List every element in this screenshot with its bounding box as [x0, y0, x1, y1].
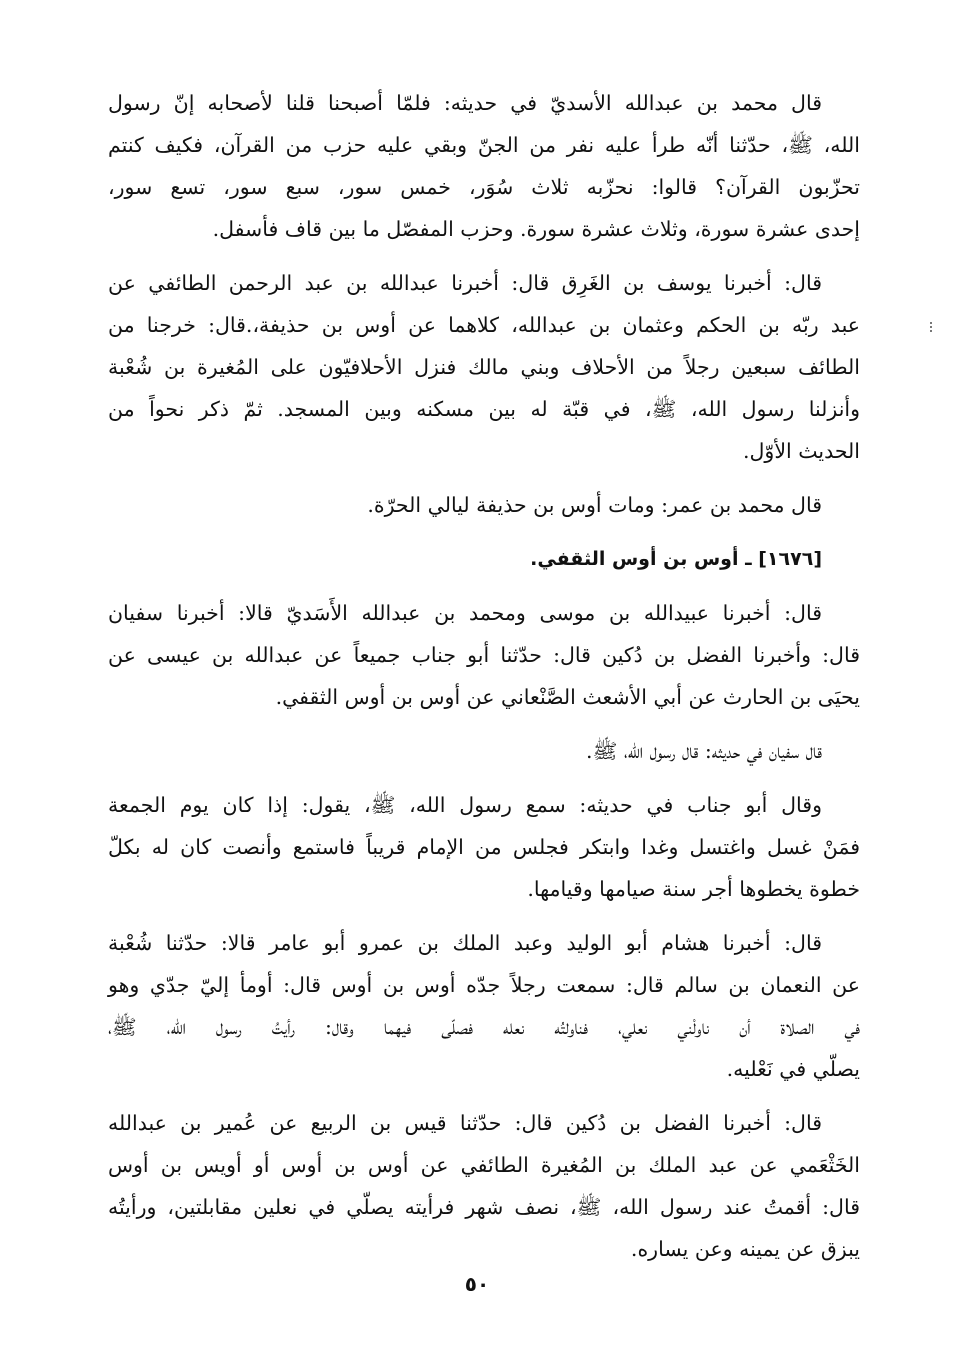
text-line: قال سفيان في حديثه: قال رسول الله، ﷺ.: [586, 739, 822, 763]
text-line: قال: أخبرنا هشام أبو الوليد وعبد الملك بن عمرو أبو عامر قالا: حدّثنا شُعْبة: [108, 931, 822, 955]
text-line: قال: وأخبرنا الفضل بن دُكين قال: حدّثنا أبو جناب جميعاً عن عبدالله بن عيسى عن: [108, 643, 860, 667]
text-line: عبد ربّه بن الحكم وعثمان بن عبدالله، كلاهما عن أوس بن حذيفة،.قال: خرجنا من: [108, 313, 860, 337]
text-line: وقال أبو جناب في حديثه: سمع رسول الله، ﷺ، يقول: إذا كان يوم الجمعة: [108, 793, 822, 817]
page-number: ٥٠: [464, 1272, 490, 1296]
paragraph-2: [108, 262, 860, 472]
text-line: قال: أخبرنا عبيدالله بن موسى ومحمد بن عبدالله الأَسَديّ قالا: أخبرنا سفيان: [108, 601, 822, 625]
text-line: خطوة يخطوها أجر سنة صيامها وقيامها.: [527, 877, 860, 901]
paragraph-4: [108, 592, 860, 718]
paragraph-8: [108, 1102, 860, 1270]
text-line: الله، ﷺ، حدّثنا أنّه طرأ عليه نفر من الجنّ وبقي عليه حزب من القرآن، فكيف كنتم: [108, 133, 860, 157]
text-line: عن النعمان بن سالم قال: سمعت رجلاً جدّه أوس بن أوس قال: أومأ إليّ جدّي وهو: [108, 973, 860, 997]
text-line: قال: أقمتُ عند رسول الله، ﷺ، نصف شهر فرأيته يصلّي في نعلين مقابلتين، ورأيتُه: [108, 1195, 860, 1219]
text-line: الطائف سبعين رجلاً من الأحلاف وبني مالك فنزل الأحلافيّون على المُغيرة بن شُعْبة: [108, 355, 860, 379]
text-line: قال: أخبرنا يوسف بن الغَرِق قال: أخبرنا عبدالله بن عبد الرحمن الطائفي عن: [108, 271, 822, 295]
text-line: فمَنْ غسل واغتسل وغدا وابتكر فجلس من الإمام قريباً فاستمع وأنصت كان له بكلّ: [108, 835, 860, 859]
paragraph-5: [108, 730, 860, 772]
text-line: الحديث الأوّل.: [743, 439, 860, 463]
text-line: وأنزلنا رسول الله، ﷺ، في قبّة له بين مسكنه وبين المسجد. ثمّ ذكر نحواً من: [108, 397, 860, 421]
paragraph-6: [108, 784, 860, 910]
text-line: الخَثْعَمي عن عبد الملك بن المُغيرة الطائفي عن أوس بن أوس أو أويس بن أوس: [108, 1153, 860, 1177]
body-text: [108, 82, 860, 1282]
text-line: يبزق عن يمينه وعن يساره.: [630, 1237, 860, 1261]
margin-mark: [930, 322, 934, 332]
text-line: تحزّبون القرآن؟ قالوا: نحزّبه ثلاث سُوَر، خمس سور، سبع سور، تسع سور،: [108, 175, 860, 199]
text-line: يصلّي في نَعْليه.: [726, 1057, 860, 1081]
text-line: يحيَى بن الحارث عن أبي الأشعث الصَّنْعاني عن أوس بن أوس الثقفي.: [275, 685, 860, 709]
text-line: قال محمد بن عمر: ومات أوس بن حذيفة ليالي الحرّة.: [367, 493, 822, 517]
text-line: قال: أخبرنا الفضل بن دُكين قال: حدّثنا قيس بن الربيع عن عُمير بن عبدالله: [108, 1111, 822, 1135]
text-line: في الصلاة أن ناولْني نعلي، فناولتُه نعله فصلّى فيهما وقال: رأيتُ رسول الله، ﷺ،: [108, 1015, 860, 1039]
text-line: إحدى عشرة سورة، وثلاث عشرة سورة. وحزب المفصّل ما بين قاف فأسفل.: [212, 217, 860, 241]
paragraph-3: [108, 484, 860, 526]
section-heading: [١٦٧٦] ـ أوس بن أوس الثقفي.: [530, 548, 822, 570]
text-line: قال محمد بن عبدالله الأسديّ في حديثه: فلمّا أصبحنا قلنا لأصحابه إنّ رسول: [108, 91, 822, 115]
paragraph-1: [108, 82, 860, 250]
paragraph-7: [108, 922, 860, 1090]
